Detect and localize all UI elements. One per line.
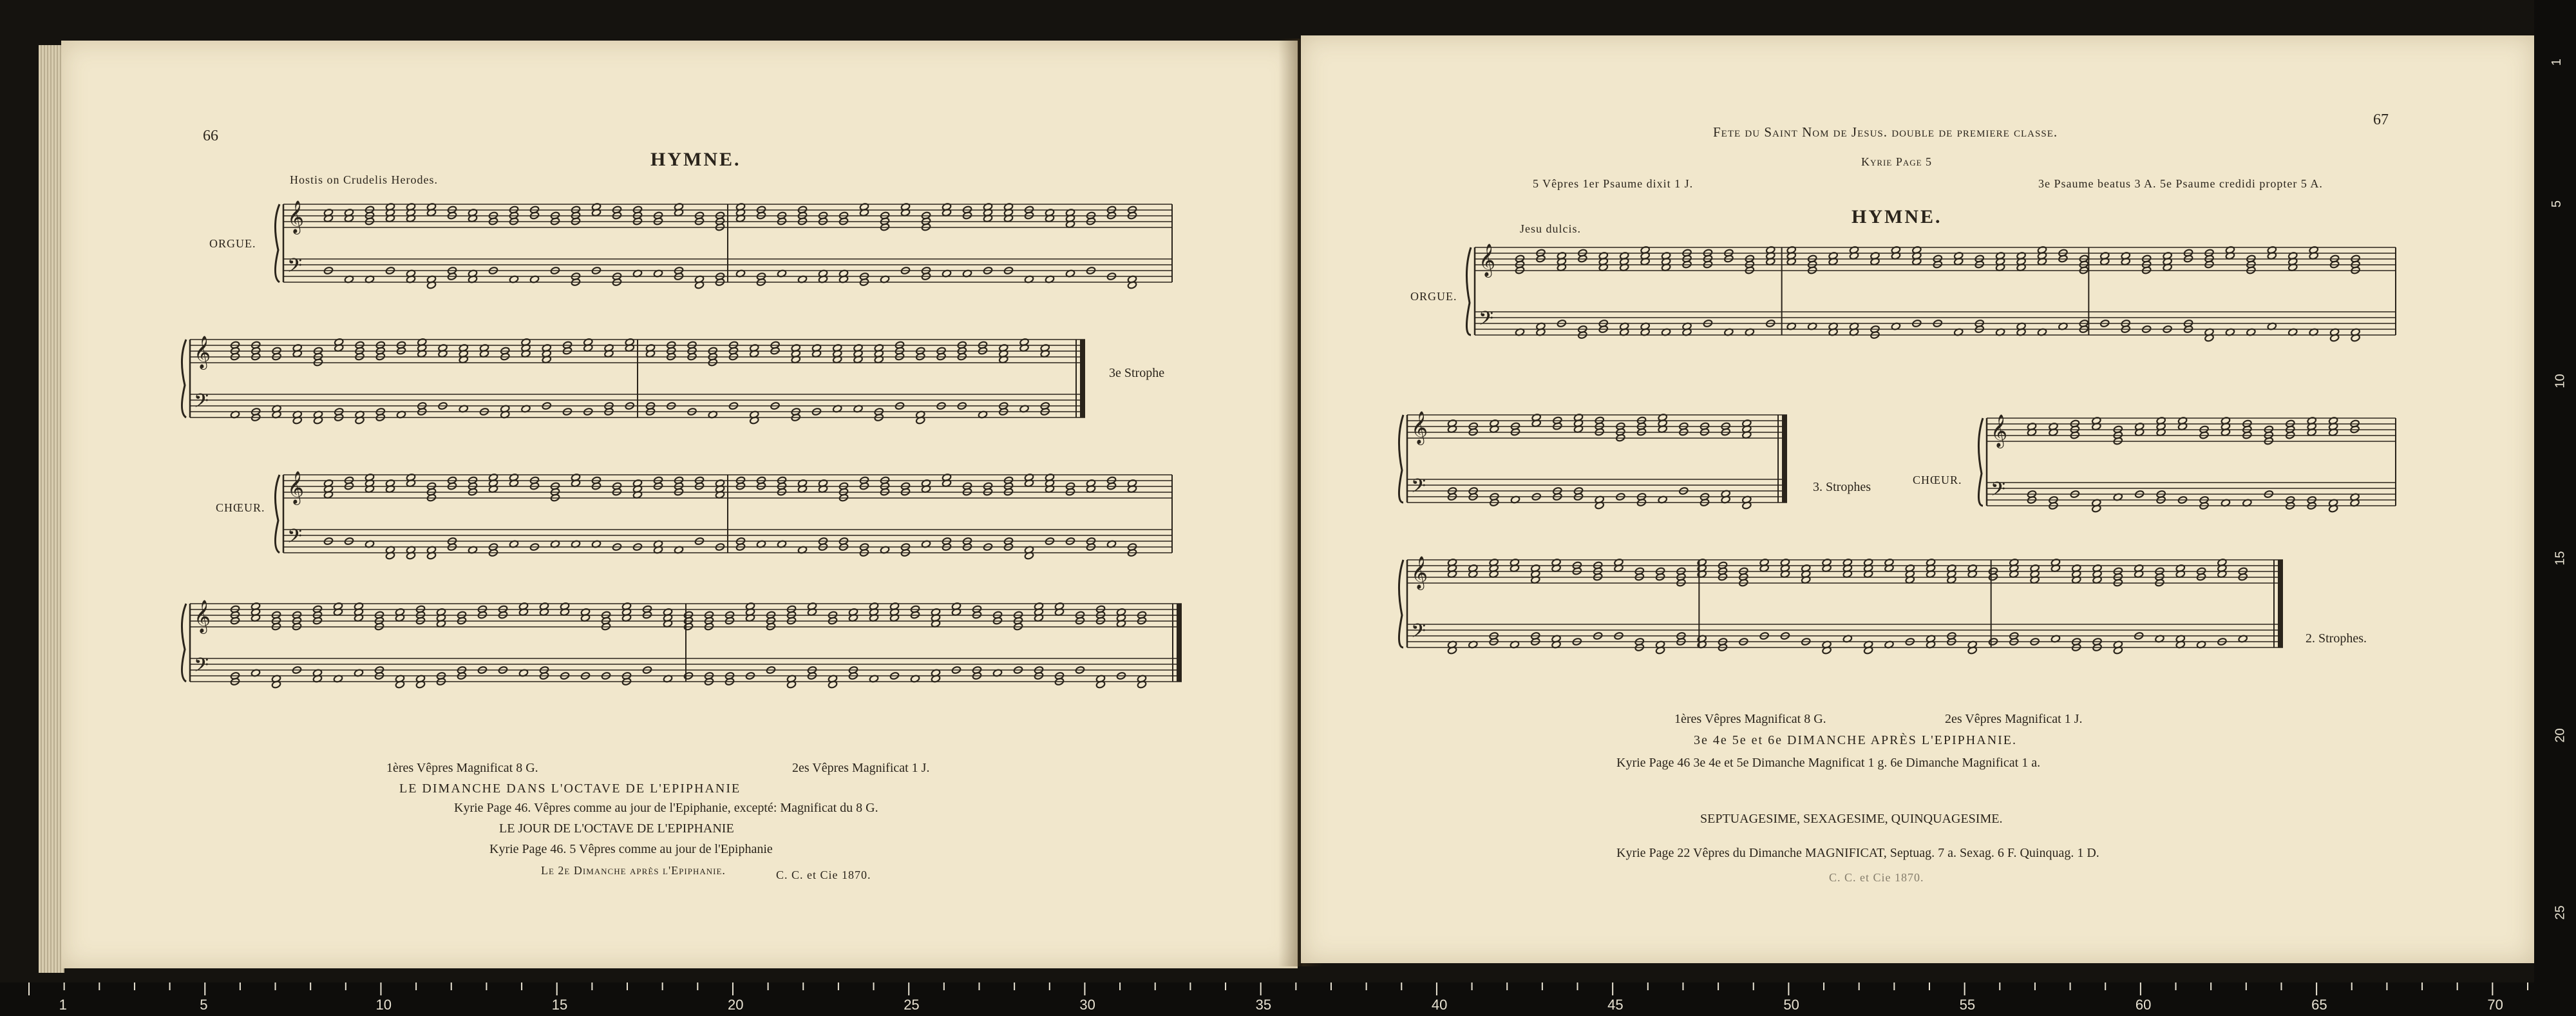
ruler-label: 1 (59, 997, 67, 1013)
svg-text:𝄞: 𝄞 (1411, 411, 1428, 444)
ruler-label: 40 (1431, 997, 1448, 1013)
ruler-side-label: 20 (2553, 728, 2568, 743)
ruler-label: 20 (727, 997, 744, 1013)
hymn-title: HYMNE. (1852, 206, 1942, 227)
footer-line-4: SEPTUAGESIME, SEXAGESIME, QUINQUAGESIME. (1700, 812, 2003, 826)
music-system-1 (270, 195, 1179, 305)
footer-line-5: Kyrie Page 22 Vêpres du Dimanche MAGNIFICAT, Septuag. 7 a. Sexag. 6 F. Quinquag. 1 D. (1616, 846, 2099, 860)
svg-text:𝄞: 𝄞 (1479, 244, 1496, 276)
ruler-side-label: 15 (2553, 551, 2568, 566)
choir-label: CHŒUR. (216, 501, 265, 514)
svg-text:𝄞: 𝄞 (194, 336, 211, 369)
hymn-incipit: Jesu dulcis. (1520, 222, 1581, 235)
ruler-label: 25 (904, 997, 920, 1013)
ruler-label: 5 (200, 997, 208, 1013)
footer-line-5: Kyrie Page 46. 5 Vêpres comme au jour de l'Epiphanie (489, 842, 773, 856)
footer-line-1b: 2es Vêpres Magnificat 1 J. (1945, 712, 2083, 726)
strophe-label: 3e Strophe (1109, 366, 1165, 380)
ruler-label: 50 (1783, 997, 1799, 1013)
footer-line-1a: 1ères Vêpres Magnificat 8 G. (386, 761, 538, 775)
choir-label: CHŒUR. (1913, 474, 1962, 486)
svg-text:𝄞: 𝄞 (1991, 414, 2008, 447)
footer-line-1a: 1ères Vêpres Magnificat 8 G. (1674, 712, 1826, 726)
svg-text:𝄢: 𝄢 (194, 655, 209, 681)
page-number: 67 (2373, 111, 2389, 128)
ruler-label: 15 (551, 997, 568, 1013)
ruler-side-label: 5 (2550, 200, 2564, 208)
music-system-2 (177, 331, 1092, 440)
footer-line-4: LE JOUR DE L'OCTAVE DE L'EPIPHANIE (499, 821, 734, 836)
vespers-line-right: 3e Psaume beatus 3 A. 5e Psaume credidi propter 5 A. (2038, 177, 2323, 190)
music-system-r1 (1462, 238, 2402, 367)
right-page (1301, 35, 2534, 963)
strophes-label-a: 3. Strophes (1813, 480, 1871, 494)
ruler-label: 10 (375, 997, 392, 1013)
footer-line-2: 3e 4e 5e et 6e DIMANCHE APRÈS L'EPIPHANIE. (1694, 733, 2018, 747)
organ-label: ORGUE. (1410, 290, 1457, 303)
ruler-side-label: 25 (2553, 905, 2568, 920)
footer-line-3: Kyrie Page 46 3e 4e et 5e Dimanche Magnificat 1 g. 6e Dimanche Magnificat 1 a. (1616, 756, 2041, 770)
ruler-label: 60 (2135, 997, 2152, 1013)
svg-text:𝄢: 𝄢 (194, 390, 209, 417)
strophes-label-b: 2. Strophes. (2306, 631, 2367, 646)
svg-text:𝄞: 𝄞 (287, 471, 305, 504)
music-system-r2 (1394, 406, 1794, 535)
imprint: C. C. et Cie 1870. (776, 868, 871, 881)
vertical-ruler (2534, 0, 2576, 982)
svg-text:𝄢: 𝄢 (1991, 479, 2006, 505)
left-page (61, 41, 1298, 968)
ruler-label: 45 (1607, 997, 1624, 1013)
ruler-label: 55 (1959, 997, 1976, 1013)
vespers-line-left: 5 Vêpres 1er Psaume dixit 1 J. (1533, 177, 1694, 190)
organ-label: ORGUE. (209, 237, 256, 250)
svg-text:𝄞: 𝄞 (1411, 556, 1428, 589)
music-system-4 (177, 595, 1188, 704)
feast-header: Fete du Saint Nom de Jesus. double de premiere classe. (1713, 124, 2058, 140)
hymn-title: HYMNE. (650, 149, 741, 170)
music-system-3 (270, 466, 1179, 575)
page-number: 66 (203, 128, 218, 144)
footer-line-2: LE DIMANCHE DANS L'OCTAVE DE L'EPIPHANIE (399, 781, 741, 796)
ruler-label: 30 (1079, 997, 1095, 1013)
svg-text:𝄢: 𝄢 (287, 526, 303, 552)
svg-text:𝄢: 𝄢 (1411, 620, 1426, 647)
music-system-r4 (1394, 551, 2289, 680)
ruler-label: 35 (1255, 997, 1272, 1013)
svg-text:𝄢: 𝄢 (287, 255, 303, 282)
footer-line-3: Kyrie Page 46. Vêpres comme au jour de l'Epiphanie, excepté: Magnificat du 8 G. (454, 801, 878, 815)
svg-text:𝄢: 𝄢 (1479, 308, 1494, 334)
svg-text:𝄢: 𝄢 (1411, 475, 1426, 502)
ruler-side-label: 1 (2550, 58, 2564, 66)
svg-text:𝄞: 𝄞 (287, 200, 305, 233)
ruler-label: 65 (2311, 997, 2327, 1013)
music-system-r3 (1974, 409, 2402, 538)
measurement-ruler (0, 982, 2576, 1016)
imprint: C. C. et Cie 1870. (1829, 871, 1924, 884)
ruler-label: 70 (2487, 997, 2503, 1013)
kyrie-page: Kyrie Page 5 (1861, 155, 1933, 168)
svg-text:𝄞: 𝄞 (194, 600, 211, 633)
book-page-edges-left (39, 45, 64, 973)
footer-line-1b: 2es Vêpres Magnificat 1 J. (792, 761, 930, 775)
ruler-side-label: 10 (2553, 374, 2568, 388)
hymn-incipit: Hostis on Crudelis Herodes. (290, 173, 438, 186)
footer-line-6: Le 2e Dimanche après l'Epiphanie. (541, 864, 726, 877)
